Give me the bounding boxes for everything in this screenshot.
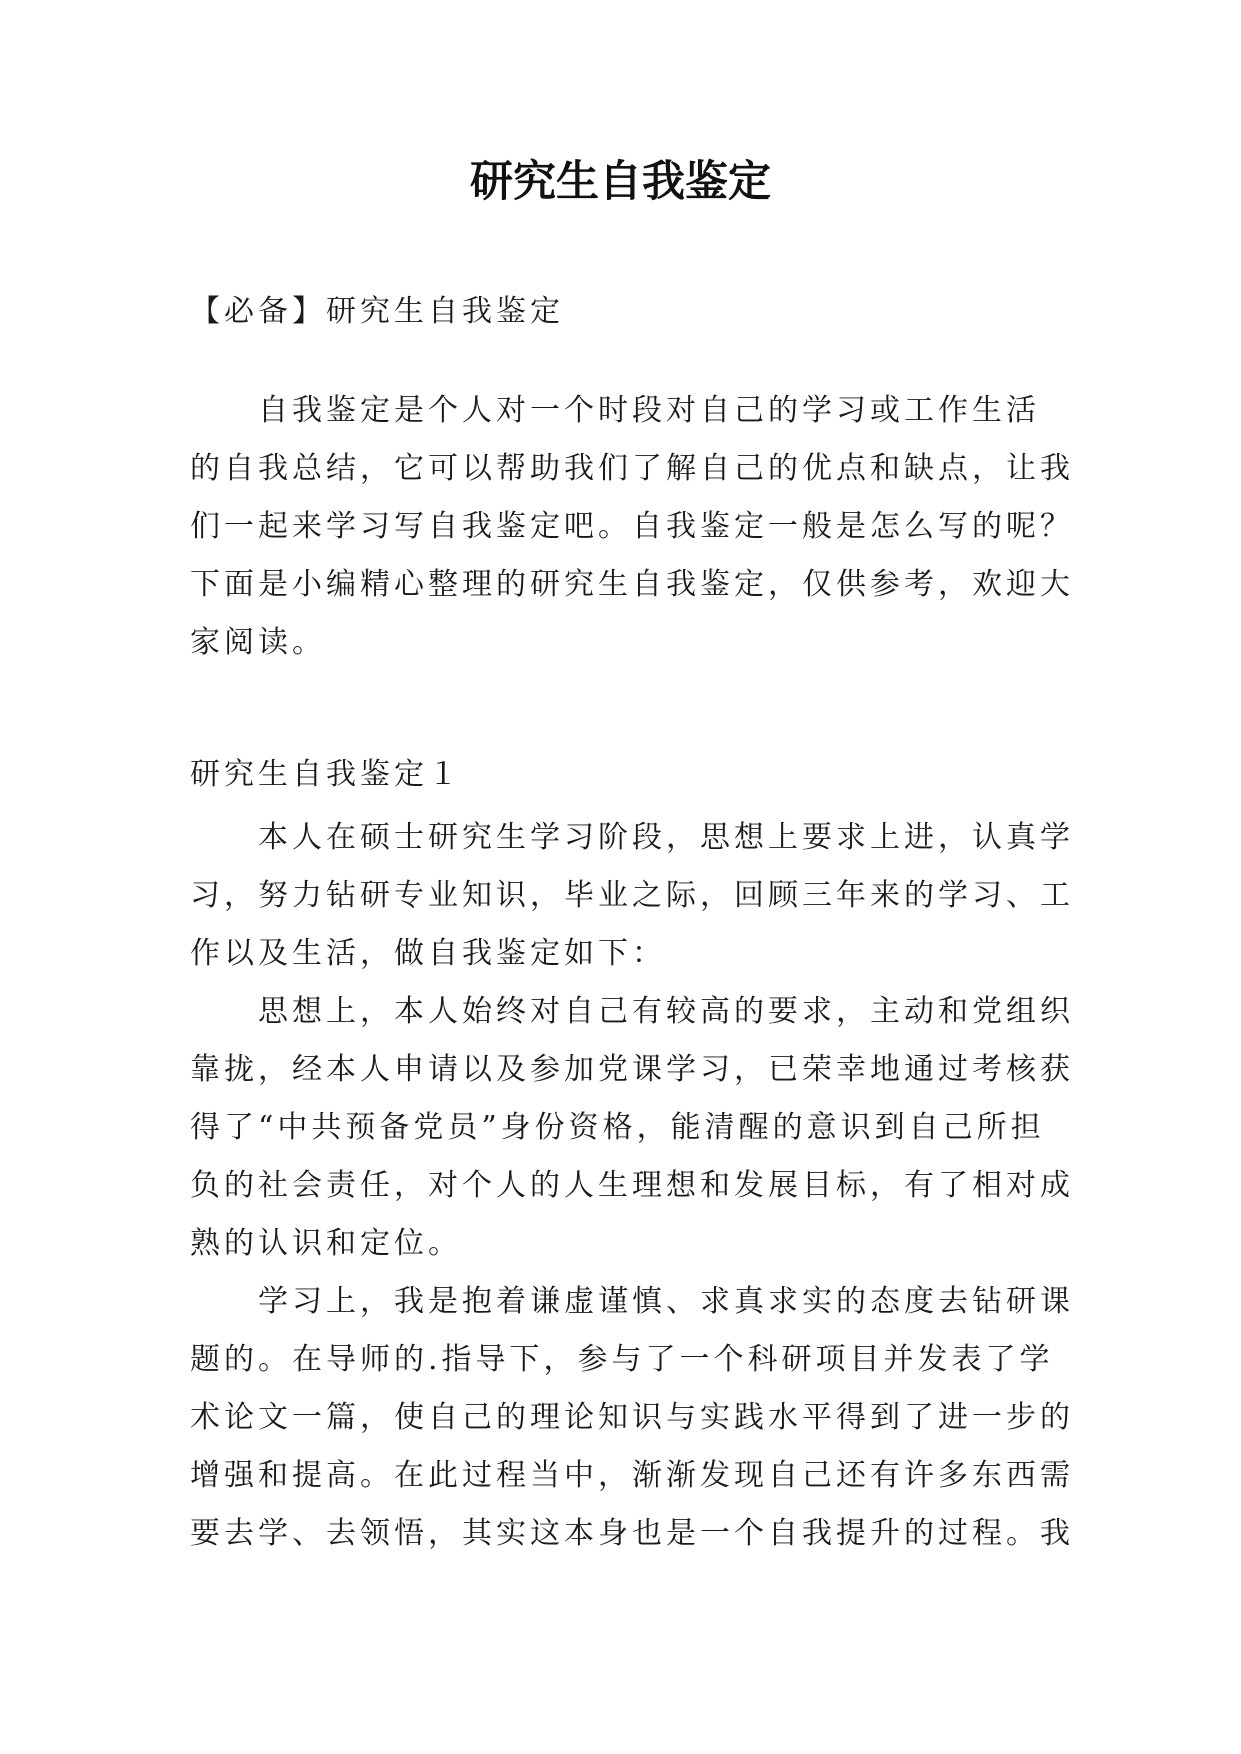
paragraph-line: 靠拢，经本人申请以及参加党课学习，已荣幸地通过考核获 [190,1052,1074,1087]
paragraph-line: 作以及生活，做自我鉴定如下： [190,936,666,971]
paragraph-line: 增强和提高。在此过程当中，渐渐发现自己还有许多东西需 [190,1458,1074,1493]
paragraph-line: 负的社会责任，对个人的人生理想和发展目标，有了相对成 [190,1168,1074,1203]
document-subtitle: 【必备】研究生自我鉴定 [190,294,564,329]
section-body [190,809,1074,1563]
paragraph-line: 术论文一篇，使自己的理论知识与实践水平得到了进一步的 [190,1400,1074,1435]
section-heading: 研究生自我鉴定１ [190,757,462,792]
intro-paragraph [190,382,1074,672]
document-title: 研究生自我鉴定 [470,157,771,207]
paragraph-line: 习，努力钻研专业知识，毕业之际，回顾三年来的学习、工 [190,878,1074,913]
paragraph-line: 学习上，我是抱着谦虚谨慎、求真求实的态度去钻研课 [258,1284,1074,1319]
paragraph-line: 熟的认识和定位。 [190,1226,462,1261]
paragraph-line: 思想上，本人始终对自己有较高的要求，主动和党组织 [258,994,1074,1029]
intro-line: 下面是小编精心整理的研究生自我鉴定，仅供参考，欢迎大 [190,567,1074,602]
intro-line: 的自我总结，它可以帮助我们了解自己的优点和缺点，让我 [190,451,1074,486]
intro-line: 家阅读。 [190,625,326,660]
paragraph-line: 要去学、去领悟，其实这本身也是一个自我提升的过程。我 [190,1516,1074,1551]
paragraph-line: 本人在硕士研究生学习阶段，思想上要求上进，认真学 [258,820,1074,855]
paragraph-line: 题的。在导师的.指导下，参与了一个科研项目并发表了学 [190,1342,1054,1377]
paragraph-line: 得了“中共预备党员”身份资格，能清醒的意识到自己所担 [190,1110,1045,1145]
intro-line: 自我鉴定是个人对一个时段对自己的学习或工作生活 [258,393,1040,428]
intro-line: 们一起来学习写自我鉴定吧。自我鉴定一般是怎么写的呢？ [190,509,1074,544]
